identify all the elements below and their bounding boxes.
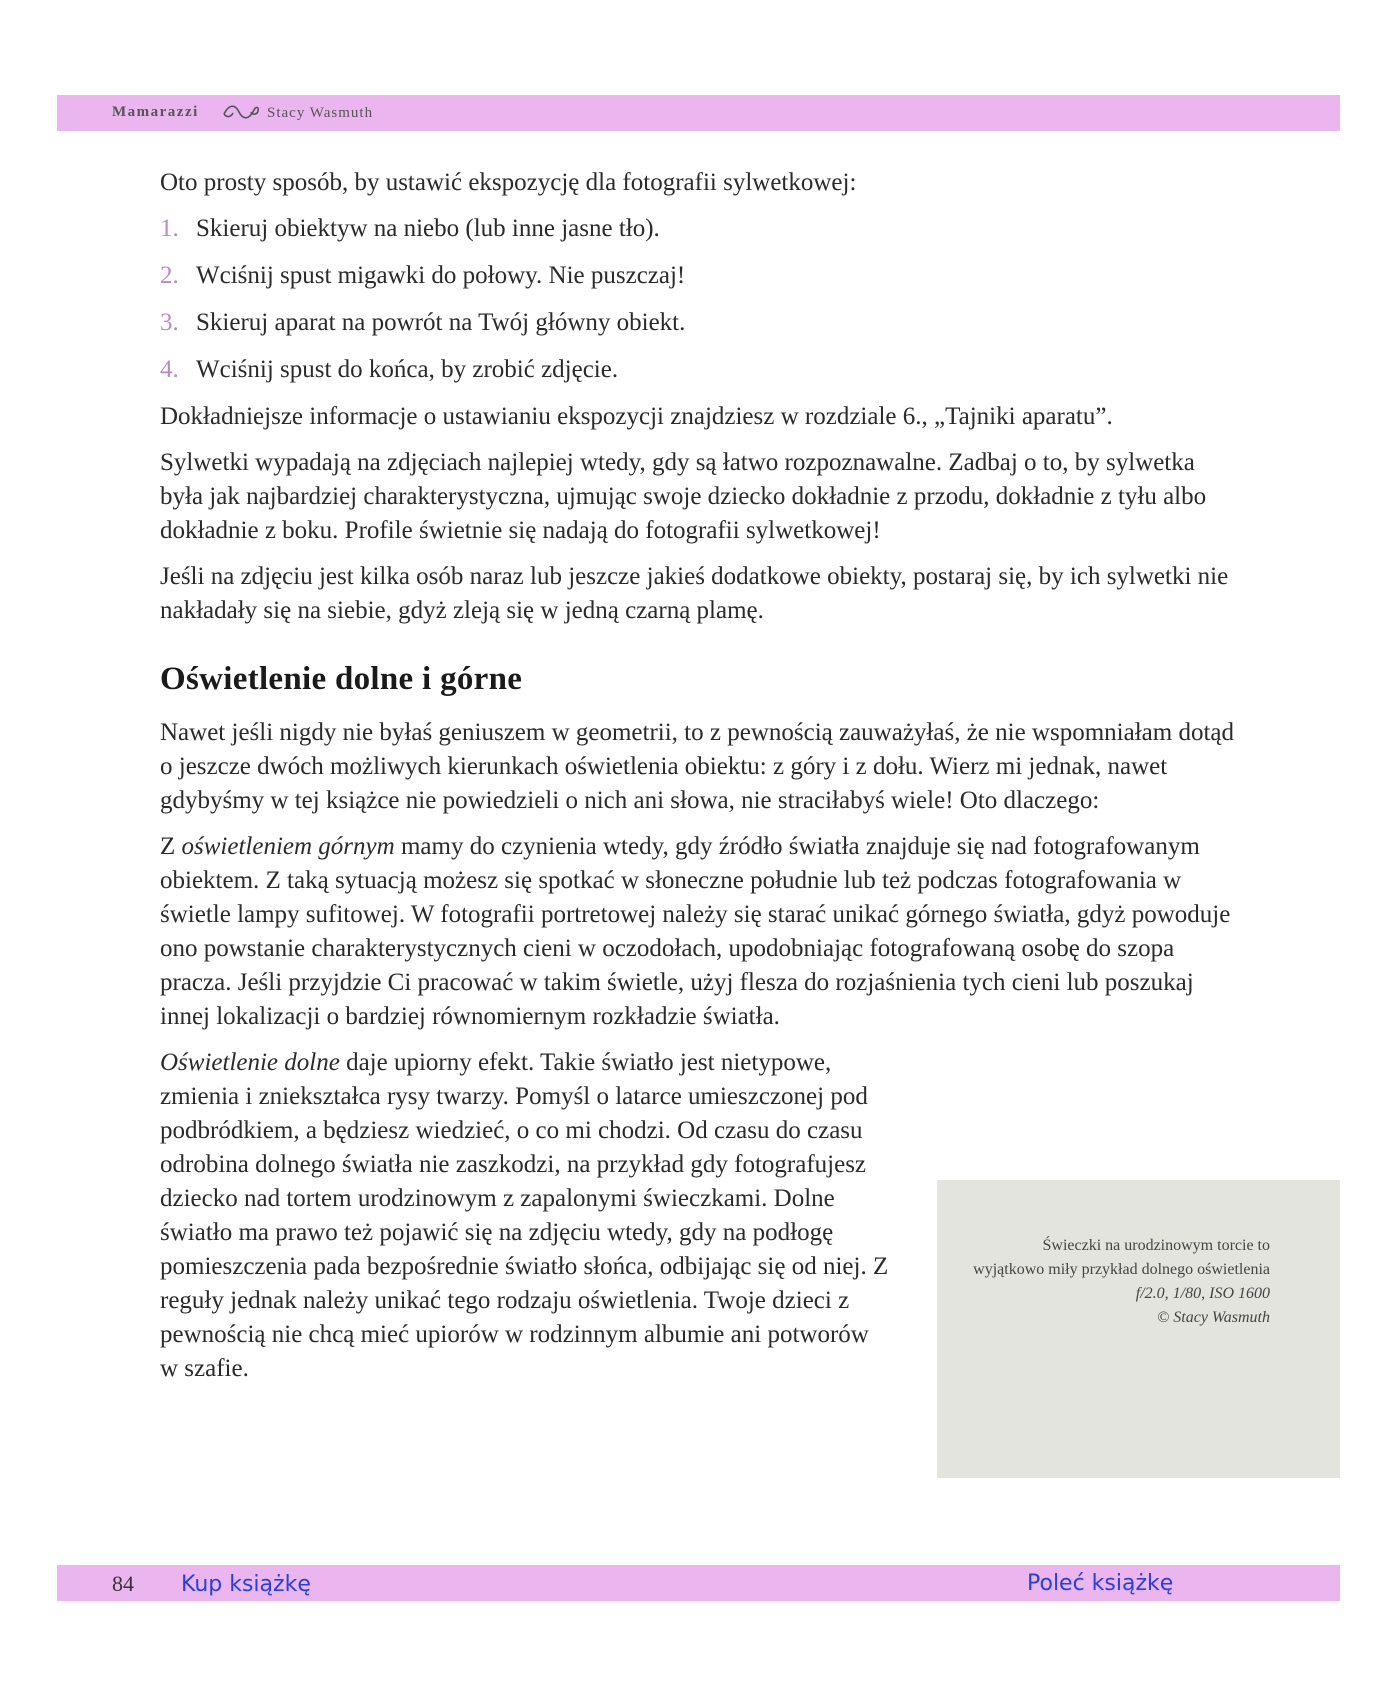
- caption-settings: f/2.0, 1/80, ISO 1600: [1135, 1285, 1270, 1302]
- caption-credit: © Stacy Wasmuth: [1157, 1309, 1270, 1326]
- page-header: [57, 95, 1340, 131]
- step-number: 3.: [160, 309, 179, 336]
- caption-text: Świeczki na urodzinowym torcie to wyjątkowo miły przykład dolnego oświetlenia: [973, 1237, 1270, 1278]
- buy-book-link[interactable]: Kup książkę: [181, 1572, 311, 1597]
- multiple-subjects-paragraph: Jeśli na zdjęciu jest kilka osób naraz lub jeszcze jakieś dodatkowe obiekty, postaraj się, by ich sylwetki nie nakładały się na siebie, gdyż zleją się w jedną czarną plamę.: [160, 563, 1229, 624]
- top-light-lead: Z: [160, 833, 176, 860]
- book-author: Stacy Wasmuth: [267, 105, 374, 121]
- step-text: Wciśnij spust do końca, by zrobić zdjęcie.: [196, 356, 619, 383]
- list-item: [160, 212, 1240, 246]
- bottom-light-text: daje upiorny efekt. Takie światło jest nietypowe, zmienia i zniekształca rysy twarzy. Pomyśl o latarce umieszczonej pod podbródkiem, a będziesz wiedzieć, o co mi chodzi. Od czasu do czasu odrobina dolnego światła nie zaszkodzi, na przykład gdy fotografujesz dziecko nad tortem urodzinowym z zapalonymi świeczkami. Dolne światło ma prawo też pojawić się na zdjęciu wtedy, gdy na podłogę pomieszczenia pada bezpośrednie światło słońca, odbijając się od niej. Z reguły jednak należy unikać tego rodzaju oświetlenia. Twoje dzieci z pewnością nie chcą mieć upiorów w rodzinnym albumie ani potworów w szafie.: [160, 1049, 889, 1382]
- bottom-light-paragraph: [160, 1046, 890, 1386]
- list-item: [160, 259, 1240, 293]
- flourish-ornament-icon: [221, 102, 261, 122]
- top-light-term: oświetleniem górnym: [181, 833, 395, 860]
- book-title: Mamarazzi: [112, 104, 199, 120]
- photo-caption: [970, 1234, 1270, 1330]
- step-text: Wciśnij spust migawki do połowy. Nie puszczaj!: [196, 262, 686, 289]
- section-heading: Oświetlenie dolne i górne: [160, 661, 523, 697]
- exposure-reference-paragraph: Dokładniejsze informacje o ustawianiu ekspozycji znajdziesz w rozdziale 6., „Tajniki aparatu”.: [160, 403, 1113, 430]
- silhouette-tips-paragraph: Sylwetki wypadają na zdjęciach najlepiej wtedy, gdy są łatwo rozpoznawalne. Zadbaj o to, by sylwetka była jak najbardziej charakterystyczna, ujmując swoje dziecko dokładnie z przodu, dokładnie z tyłu albo dokładnie z boku. Profile świetnie się nadają do fotografii sylwetkowej!: [160, 449, 1207, 544]
- section-intro-paragraph: Nawet jeśli nigdy nie byłaś geniuszem w geometrii, to z pewnością zauważyłaś, że nie wspomniałam dotąd o jeszcze dwóch możliwych kierunkach oświetlenia obiektu: z góry i z dołu. Wierz mi jednak, nawet gdybyśmy w tej książce nie powiedzieli o nich ani słowa, nie straciłabyś wiele! Oto dlaczego:: [160, 719, 1234, 814]
- bottom-light-term: Oświetlenie dolne: [160, 1049, 340, 1076]
- bottom-light-column: [160, 1046, 890, 1386]
- list-item: [160, 353, 1240, 387]
- recommend-book-link[interactable]: Poleć książkę: [1027, 1571, 1174, 1596]
- step-number: 4.: [160, 356, 179, 383]
- top-light-paragraph: [160, 830, 1240, 1034]
- top-light-text: mamy do czynienia wtedy, gdy źródło światła znajduje się nad fotografowanym obiektem. Z taką sytuacją możesz się spotkać w słoneczne południe lub też podczas fotografowania w świetle lampy sufitowej. W fotografii portretowej należy się starać unikać górnego światła, gdyż powoduje ono powstanie charakterystycznych cieni w oczodołach, upodobniając fotografowaną osobę do szopa pracza. Jeśli przyjdzie Ci pracować w takim świetle, użyj flesza do rozjaśnienia tych cieni lub poszukaj innej lokalizacji o bardziej równomiernym rozkładzie światła.: [160, 833, 1231, 1030]
- step-number: 2.: [160, 262, 179, 289]
- step-text: Skieruj obiektyw na niebo (lub inne jasne tło).: [196, 215, 660, 242]
- step-text: Skieruj aparat na powrót na Twój główny obiekt.: [196, 309, 686, 336]
- photo-placeholder: [937, 1180, 1340, 1478]
- intro-paragraph: Oto prosty sposób, by ustawić ekspozycję dla fotografii sylwetkowej:: [160, 169, 857, 196]
- page-number: 84: [112, 1571, 134, 1596]
- list-item: [160, 306, 1240, 340]
- step-number: 1.: [160, 215, 179, 242]
- page-footer: [57, 1565, 1340, 1601]
- steps-list: [160, 212, 1240, 387]
